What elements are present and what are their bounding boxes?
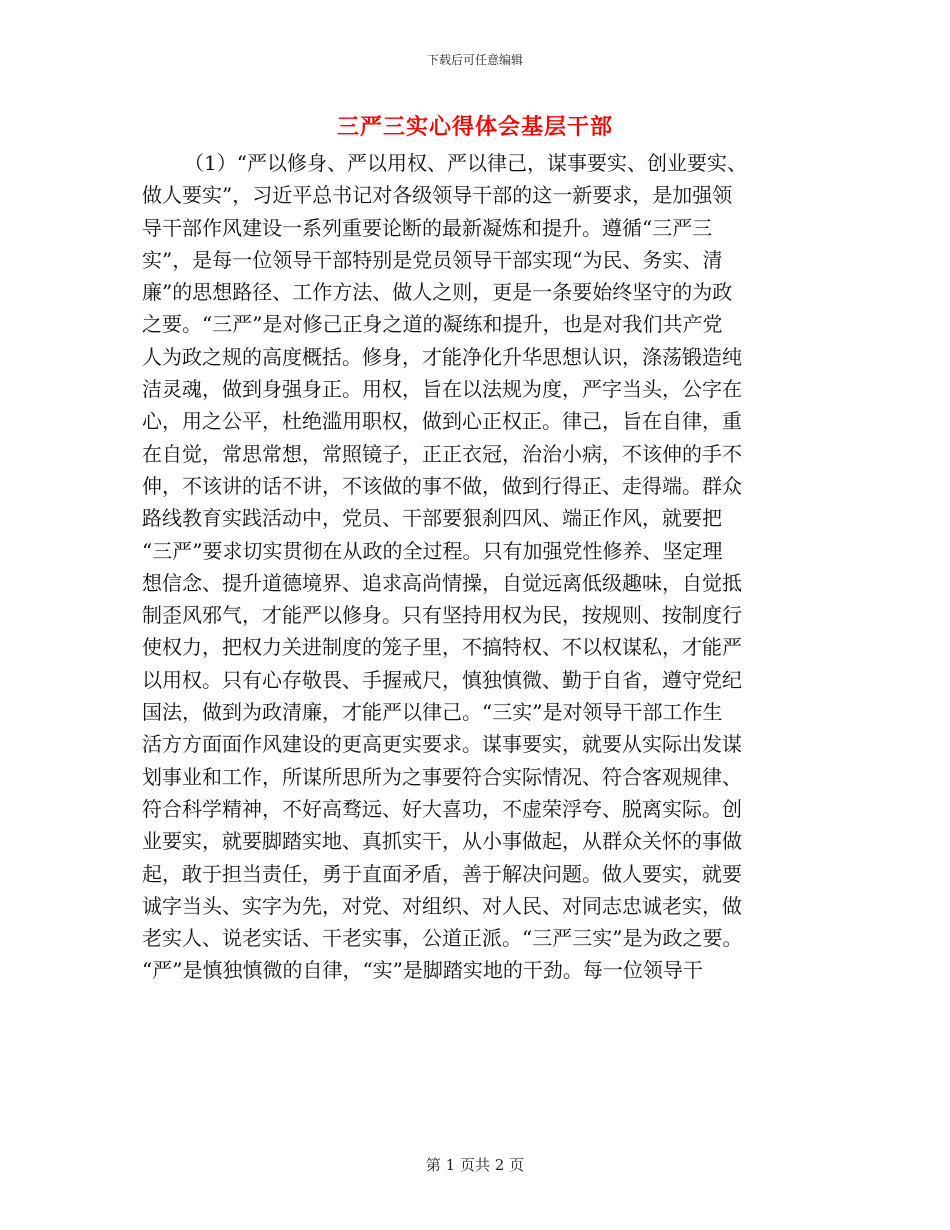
body-line: 国法，做到为政清廉，才能严以律己。“三实”是对领导干部工作生: [142, 700, 723, 725]
body-line: 做人要实”，习近平总书记对各级领导干部的这一新要求，是加强领: [142, 183, 733, 208]
page-indicator: 第 1 页共 2 页: [425, 1156, 525, 1174]
document-title: 三严三实心得体会基层干部: [336, 115, 613, 140]
body-line: 划事业和工作，所谋所思所为之事要符合实际情况、符合客观规律、: [142, 764, 742, 789]
body-line: 洁灵魂，做到身强身正。用权，旨在以法规为度，严字当头，公字在: [142, 377, 742, 402]
body-line: 心，用之公平，杜绝滥用职权，做到心正权正。律己，旨在自律，重: [142, 409, 742, 434]
body-line: 符合科学精神，不好高骛远、好大喜功，不虚荣浮夸、脱离实际。创: [142, 796, 742, 821]
body-line: 导干部作风建设一系列重要论断的最新凝炼和提升。遵循“三严三: [142, 215, 713, 240]
body-line: 起，敢于担当责任，勇于直面矛盾，善于解决问题。做人要实，就要: [142, 861, 742, 886]
body-line: 想信念、提升道德境界、追求高尚情操，自觉远离低级趣味，自觉抵: [142, 570, 742, 595]
body-line: “三严”要求切实贯彻在从政的全过程。只有加强党性修养、坚定理: [142, 538, 723, 563]
body-line: 使权力，把权力关进制度的笼子里，不搞特权、不以权谋私，才能严: [142, 635, 742, 660]
header-note: 下载后可任意编辑: [426, 53, 523, 67]
body-line: 以用权。只有心存敬畏、手握戒尺，慎独慎微、勤于自省，遵守党纪: [142, 667, 742, 692]
body-line: 制歪风邪气，才能严以修身。只有坚持用权为民，按规则、按制度行: [142, 603, 742, 628]
body-line: 伸，不该讲的话不讲，不该做的事不做，做到行得正、走得端。群众: [142, 473, 742, 498]
body-line: 业要实，就要脚踏实地、真抓实干，从小事做起，从群众关怀的事做: [142, 829, 742, 854]
body-line: 廉”的思想路径、工作方法、做人之则，更是一条要始终坚守的为政: [142, 280, 733, 305]
document-body: [142, 147, 794, 987]
body-line: 人为政之规的高度概括。修身，才能净化升华思想认识，涤荡锻造纯: [142, 344, 742, 369]
body-line: 实”，是每一位领导干部特别是党员领导干部实现“为民、务实、清: [142, 247, 723, 272]
body-line: “严”是慎独慎微的自律，“实”是脚踏实地的干劲。每一位领导干: [142, 958, 703, 983]
body-line: 老实人、说老实话、干老实事，公道正派。“三严三实”是为政之要。: [142, 926, 743, 951]
body-line: （1）“严以修身、严以用权、严以律己，谋事要实、创业要实、: [184, 151, 747, 175]
body-line: 诚字当头、实字为先，对党、对组织、对人民、对同志忠诚老实，做: [142, 893, 742, 918]
body-line: 活方方面面作风建设的更高更实要求。谋事要实，就要从实际出发谋: [142, 732, 742, 757]
body-line: 路线教育实践活动中，党员、干部要狠刹四风、端正作风，就要把: [142, 506, 722, 531]
body-line: 之要。“三严”是对修己正身之道的凝练和提升，也是对我们共产党: [142, 312, 723, 337]
body-line: 在自觉，常思常想，常照镜子，正正衣冠，治治小病，不该伸的手不: [142, 441, 742, 466]
